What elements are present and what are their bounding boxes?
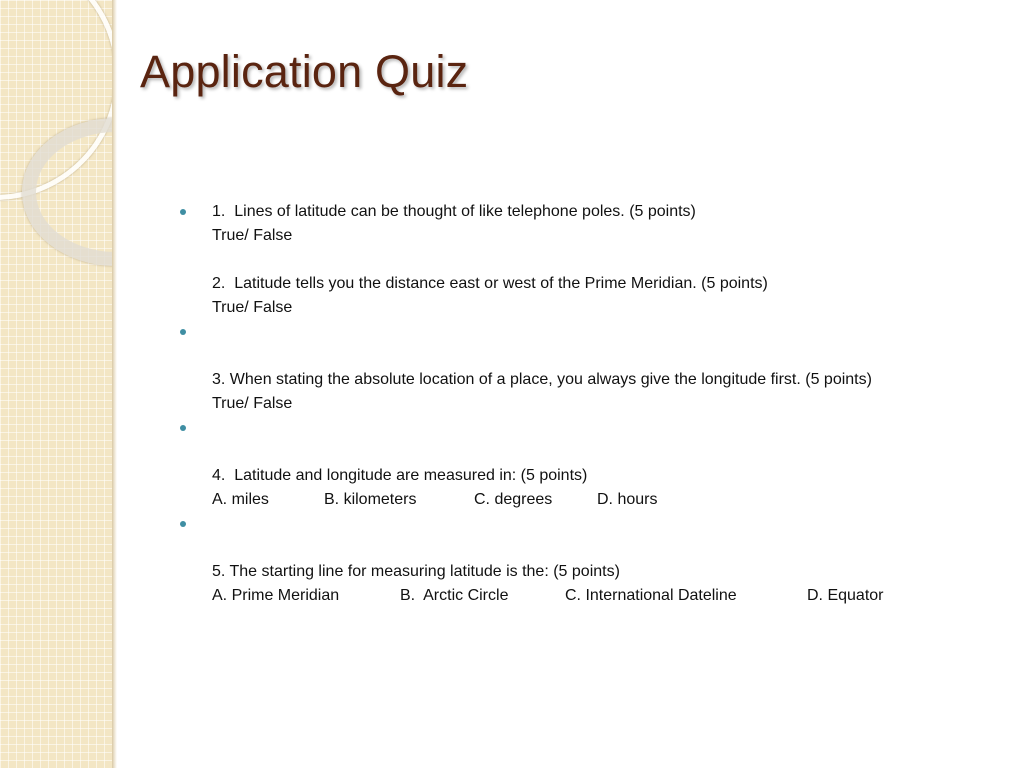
- question-4-option-a: A. miles: [212, 491, 269, 508]
- bullet-icon: [180, 209, 186, 215]
- question-5-option-d: D. Equator: [807, 587, 884, 604]
- bullet-item: [180, 512, 1000, 536]
- question-3-answer: True/ False: [212, 395, 293, 412]
- bullet-icon: [180, 425, 186, 431]
- question-5-text: 5. The starting line for measuring latitude is the: (5 points): [212, 563, 620, 580]
- decorative-sidebar: [0, 0, 112, 768]
- question-5-option-b: B. Arctic Circle: [400, 587, 509, 604]
- question-4-options: [212, 488, 1000, 512]
- question-1-answer: True/ False: [212, 227, 293, 244]
- quiz-content: [180, 200, 1000, 608]
- question-5-options: [212, 584, 1000, 608]
- question-1-text: 1. Lines of latitude can be thought of like telephone poles. (5 points): [212, 203, 696, 220]
- slide-title: Application Quiz: [140, 46, 469, 97]
- bullet-item: [180, 320, 1000, 344]
- question-2-text: 2. Latitude tells you the distance east or west of the Prime Meridian. (5 points): [212, 275, 768, 292]
- question-4-option-d: D. hours: [597, 491, 658, 508]
- question-4-option-c: C. degrees: [474, 491, 553, 508]
- bullet-item: [180, 344, 1000, 416]
- question-5-option-a: A. Prime Meridian: [212, 587, 340, 604]
- bullet-item: [180, 416, 1000, 440]
- bullet-item: [180, 536, 1000, 608]
- bullet-icon: [180, 329, 186, 335]
- question-3-text: 3. When stating the absolute location of a place, you always give the longitude first. (5 points): [212, 371, 872, 388]
- sidebar-edge: [112, 0, 117, 768]
- question-4-option-b: B. kilometers: [324, 491, 417, 508]
- question-4-text: 4. Latitude and longitude are measured in: (5 points): [212, 467, 588, 484]
- question-5-option-c: C. International Dateline: [565, 587, 737, 604]
- bullet-icon: [180, 521, 186, 527]
- bullet-item: [180, 440, 1000, 512]
- question-2-answer: True/ False: [212, 299, 293, 316]
- bullet-item: [180, 200, 1000, 320]
